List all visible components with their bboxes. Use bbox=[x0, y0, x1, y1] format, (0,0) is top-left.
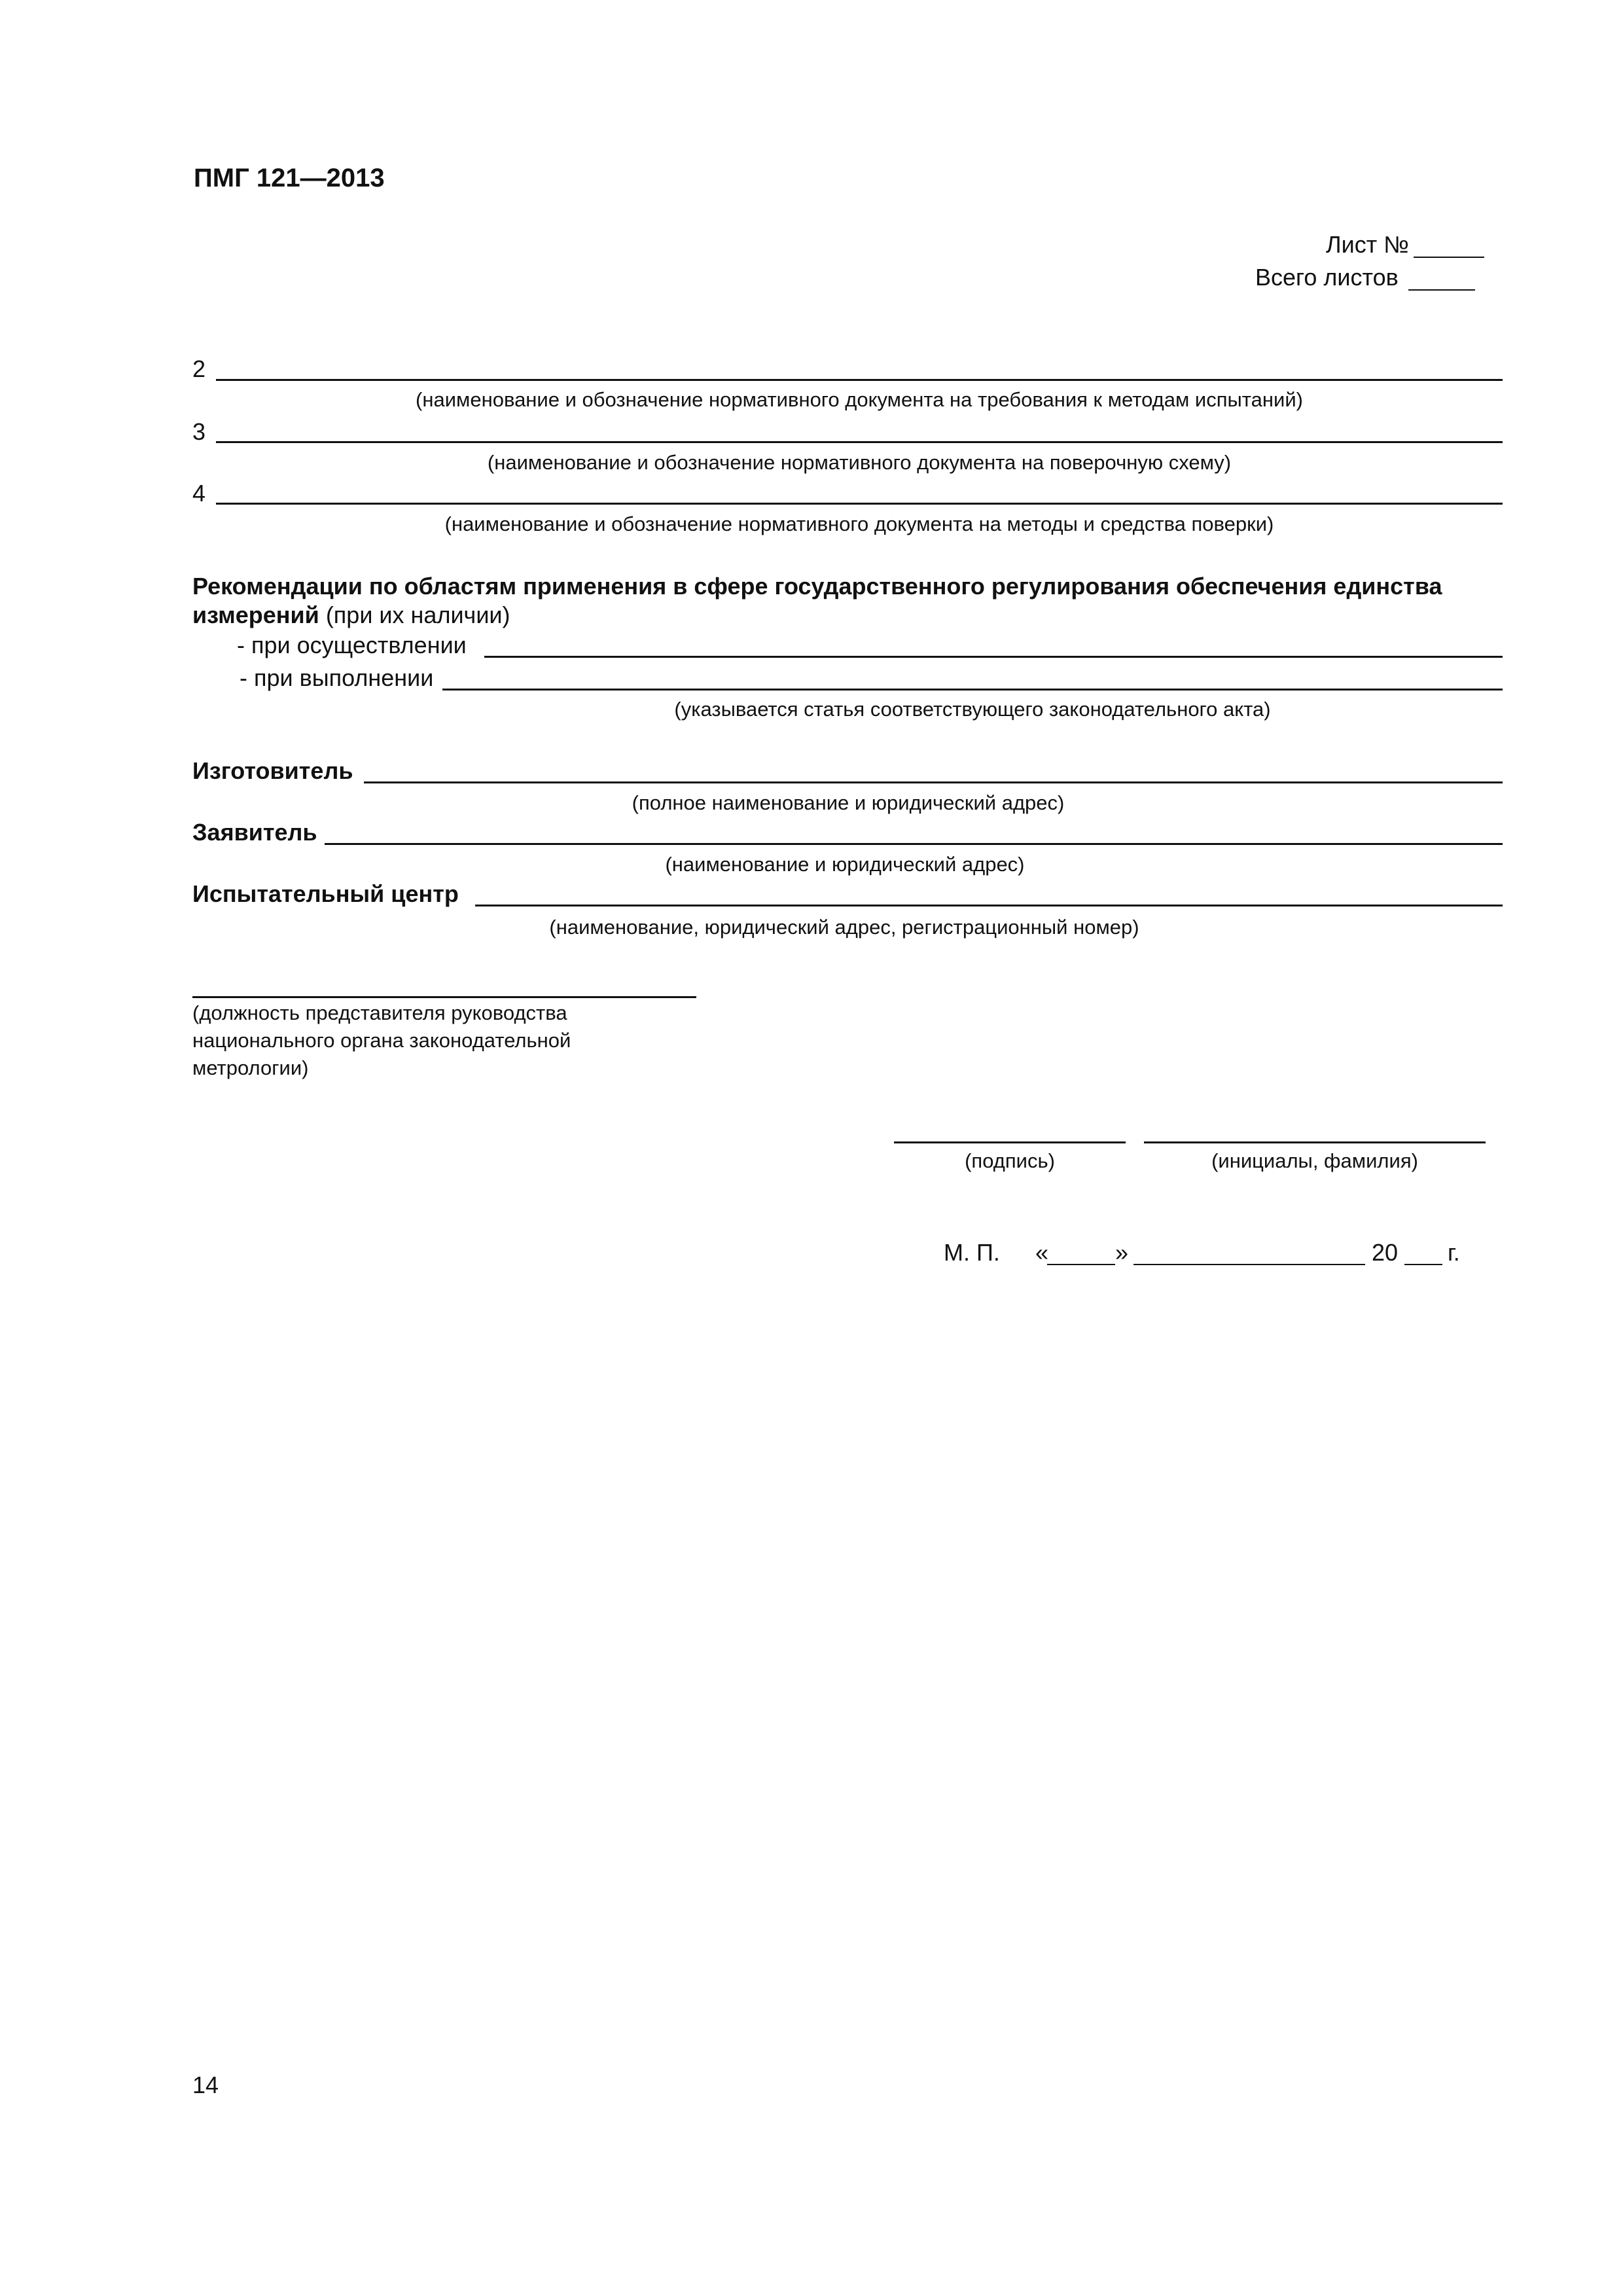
recommendation-line-execution bbox=[442, 689, 1503, 691]
recommendations-heading-bold: измерений bbox=[192, 601, 319, 628]
normative-doc-caption-4: (наименование и обозначение нормативного документа на методы и средства поверки) bbox=[444, 512, 1274, 535]
initials-surname-line bbox=[1144, 1141, 1486, 1143]
recommendations-heading: Рекомендации по областям применения в сфере государственного регулирования обеспечения единства bbox=[192, 573, 1442, 600]
date-open-quote: « bbox=[1035, 1239, 1049, 1266]
recommendation-line-implementation bbox=[484, 656, 1503, 658]
recommendation-item-execution: - при выполнении bbox=[240, 664, 434, 691]
applicant-label: Заявитель bbox=[192, 819, 317, 846]
test-center-label: Испытательный центр bbox=[192, 880, 459, 907]
applicant-line bbox=[325, 843, 1503, 845]
stamp-place-label: М. П. bbox=[944, 1239, 1000, 1266]
manufacturer-label: Изготовитель bbox=[192, 757, 353, 784]
normative-doc-number-3: 3 bbox=[192, 418, 206, 445]
official-position-caption-line3: метрологии) bbox=[192, 1056, 309, 1079]
manufacturer-line bbox=[364, 781, 1503, 783]
sheet-number-blank bbox=[1414, 257, 1484, 258]
normative-doc-line-2 bbox=[216, 379, 1503, 381]
recommendations-heading-line2 bbox=[192, 603, 510, 627]
official-position-caption-line2: национального органа законодательной bbox=[192, 1029, 571, 1052]
date-day-blank bbox=[1047, 1264, 1115, 1265]
official-position-line bbox=[192, 996, 696, 998]
document-code: ПМГ 121—2013 bbox=[194, 164, 385, 192]
date-year-suffix: г. bbox=[1448, 1239, 1460, 1266]
initials-surname-caption: (инициалы, фамилия) bbox=[1211, 1149, 1418, 1172]
recommendations-heading-rest: (при их наличии) bbox=[319, 601, 510, 628]
signature-line bbox=[894, 1141, 1126, 1143]
normative-doc-number-2: 2 bbox=[192, 355, 206, 382]
test-center-caption: (наименование, юридический адрес, регистрационный номер) bbox=[549, 916, 1139, 939]
normative-doc-caption-3: (наименование и обозначение нормативного документа на поверочную схему) bbox=[487, 451, 1232, 474]
manufacturer-caption: (полное наименование и юридический адрес) bbox=[632, 791, 1065, 814]
normative-doc-number-4: 4 bbox=[192, 480, 206, 507]
date-year-blank bbox=[1404, 1264, 1442, 1265]
signature-caption: (подпись) bbox=[965, 1149, 1055, 1172]
normative-doc-line-4 bbox=[216, 503, 1503, 505]
normative-doc-caption-2: (наименование и обозначение нормативного документа на требования к методам испытаний) bbox=[416, 388, 1303, 411]
recommendation-item-implementation: - при осуществлении bbox=[237, 632, 467, 658]
date-close-quote: » bbox=[1115, 1239, 1129, 1266]
date-year-prefix: 20 bbox=[1372, 1239, 1399, 1266]
applicant-caption: (наименование и юридический адрес) bbox=[665, 853, 1025, 876]
page-number: 14 bbox=[192, 2072, 219, 2098]
sheet-number-label: Лист № bbox=[1326, 231, 1409, 258]
total-sheets-blank bbox=[1408, 289, 1475, 291]
recommendations-caption: (указывается статья соответствующего законодательного акта) bbox=[674, 698, 1271, 721]
official-position-caption-line1: (должность представителя руководства bbox=[192, 1001, 567, 1024]
test-center-line bbox=[475, 905, 1503, 906]
total-sheets-label: Всего листов bbox=[1255, 264, 1399, 291]
date-month-blank bbox=[1133, 1264, 1365, 1265]
normative-doc-line-3 bbox=[216, 441, 1503, 443]
